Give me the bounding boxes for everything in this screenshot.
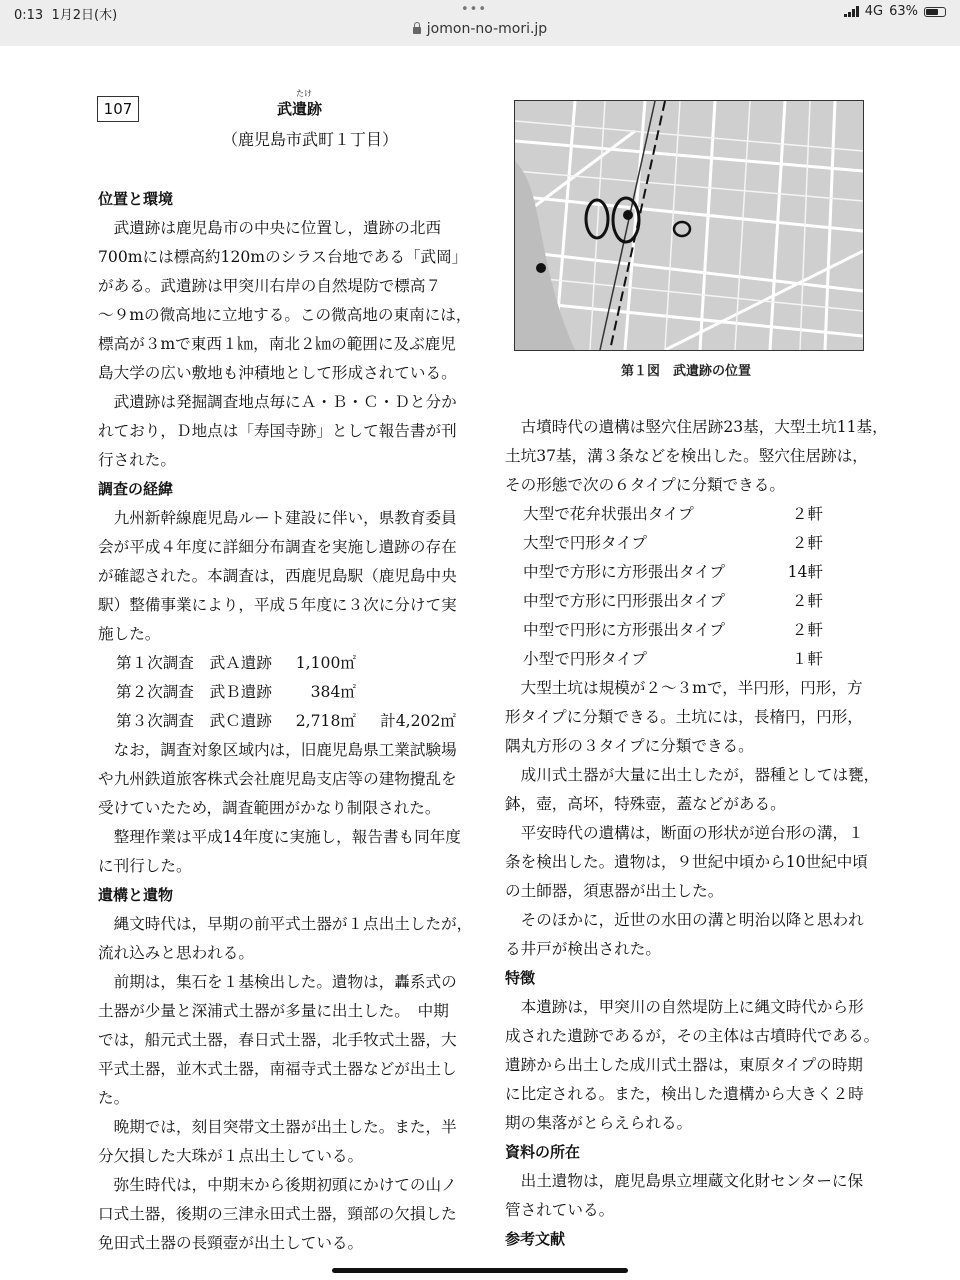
battery-icon <box>924 7 946 17</box>
survey-total: 計4,202㎡ <box>380 712 456 730</box>
text-line: や九州鉄道旅客株式会社鹿児島支店等の建物攪乱を <box>98 770 457 788</box>
text-line: その形態で次の６タイプに分類できる。 <box>505 476 785 494</box>
text-line: 施した。 <box>98 625 161 643</box>
section-heading: 位置と環境 <box>98 190 174 208</box>
title-ruby: たけ <box>296 89 312 98</box>
text-line: 整理作業は平成14年度に実施し，報告書も同年度 <box>113 828 461 846</box>
text-line: 弥生時代は，中期末から後期初頭にかけての山ノ <box>113 1176 457 1194</box>
text-line: 行された。 <box>98 451 176 469</box>
lock-icon <box>413 27 421 34</box>
signal-icon <box>844 6 859 17</box>
dwelling-type-row <box>505 616 890 645</box>
text-line: がある。武遺跡は甲突川右岸の自然堤防で標高７ <box>98 277 442 295</box>
text-line: れており，Ｄ地点は「寿国寺跡」として報告書が刊 <box>98 422 457 440</box>
text-line: 武遺跡は発掘調査地点毎にＡ・Ｂ・Ｃ・Ｄと分か <box>113 393 457 411</box>
map-image <box>515 101 863 350</box>
section-heading: 調査の経緯 <box>98 480 174 498</box>
text-line: 縄文時代は，早期の前平式土器が１点出土したが， <box>113 915 473 933</box>
text-line: 期の集落がとらえられる。 <box>505 1114 693 1132</box>
type-name: 中型で方形に方形張出タイプ <box>523 563 725 581</box>
text-line: 武遺跡は鹿児島市の中央に位置し，遺跡の北西 <box>113 219 442 237</box>
site-number: 107 <box>97 96 139 122</box>
text-line: 本遺跡は，甲突川の自然堤防上に縄文時代から形 <box>520 998 864 1016</box>
text-line: 平式土器，並木式土器，南福寺式土器などが出土し <box>98 1060 457 1078</box>
text-line: 形タイプに分類できる。土坑には，長楕円，円形， <box>505 708 863 726</box>
text-line: 島大学の広い敷地も沖積地として形成されている。 <box>98 364 457 382</box>
text-line: 管されている。 <box>505 1201 615 1219</box>
dwelling-type-row <box>505 529 890 558</box>
type-count: 14軒 <box>787 563 823 581</box>
more-dots-icon[interactable]: ••• <box>461 2 488 17</box>
text-line: 分欠損した大珠が１点出土している。 <box>98 1147 364 1165</box>
address-bar[interactable] <box>0 21 960 37</box>
text-line: に刊行した。 <box>98 857 192 875</box>
text-line: 大型土坑は規模が２～３mで，半円形，円形，方 <box>520 679 863 697</box>
text-line: 成川式土器が大量に出土したが，器種としては甕， <box>520 766 880 784</box>
dwelling-type-row <box>505 645 890 674</box>
type-count: ２軒 <box>791 534 823 552</box>
figure-caption: 第１図 武遺跡の位置 <box>621 364 752 379</box>
dwelling-type-row <box>505 587 890 616</box>
status-time-date: 0:13 1月2日(木) <box>14 8 118 23</box>
text-line: 九州新幹線鹿児島ルート建設に伴い，県教育委員 <box>113 509 457 527</box>
type-name: 小型で円形タイプ <box>523 650 647 668</box>
text-line: 前期は，集石を１基検出した。遺物は，轟系式の <box>113 973 457 991</box>
text-line: 成された遺跡であるが，その主体は古墳時代である。 <box>505 1027 880 1045</box>
section-heading: 遺構と遺物 <box>98 886 174 904</box>
type-count: ２軒 <box>791 592 823 610</box>
home-indicator[interactable] <box>332 1268 628 1273</box>
text-line: 流れ込みと思われる。 <box>98 944 254 962</box>
dwelling-type-row <box>505 558 890 587</box>
text-line: 会が平成４年度に詳細分布調査を実施し遺跡の存在 <box>98 538 457 556</box>
section-heading: 参考文献 <box>505 1230 566 1248</box>
battery-label: 63% <box>889 4 918 19</box>
survey-total <box>356 678 456 707</box>
text-line: なお，調査対象区域内は，旧鹿児島県工業試験場 <box>113 741 457 759</box>
survey-name: 第１次調査 武Ａ遺跡 <box>116 654 272 672</box>
survey-area: 1,100㎡ <box>295 654 356 672</box>
text-line: では，船元式土器，春日式土器，北手牧式土器，大 <box>98 1031 457 1049</box>
left-column <box>98 185 478 1258</box>
type-count: ２軒 <box>791 505 823 523</box>
type-name: 大型で円形タイプ <box>523 534 647 552</box>
text-line: 土坑37基，溝３条などを検出した。竪穴住居跡は， <box>505 447 868 465</box>
text-line: る井戸が検出された。 <box>505 940 661 958</box>
text-line: の土師器，須恵器が出土した。 <box>505 882 724 900</box>
text-line: た。 <box>98 1089 130 1107</box>
text-line: そのほかに，近世の水田の溝と明治以降と思われ <box>520 911 864 929</box>
text-line: 標高が３mで東西１㎞，南北２㎞の範囲に及ぶ鹿児 <box>98 335 456 353</box>
site-location-map <box>514 100 864 351</box>
survey-name: 第３次調査 武Ｃ遺跡 <box>116 712 272 730</box>
page-title: 武遺跡 <box>277 100 323 118</box>
section-heading: 特徴 <box>505 969 536 987</box>
text-line: が確認された。本調査は，西鹿児島駅（鹿児島中央 <box>98 567 457 585</box>
status-indicators <box>844 4 946 19</box>
text-line: 平安時代の遺構は，断面の形状が逆台形の溝，１ <box>520 824 864 842</box>
text-line: 隅丸方形の３タイプに分類できる。 <box>505 737 754 755</box>
url-text: jomon-no-mori.jp <box>426 21 548 37</box>
dwelling-type-row <box>505 500 890 529</box>
text-line: 古墳時代の遺構は竪穴住居跡23基，大型土坑11基， <box>520 418 888 436</box>
text-line: 晩期では，刻目突帯文土器が出土した。また，半 <box>113 1118 457 1136</box>
text-line: 免田式土器の長頸壺が出土している。 <box>98 1234 364 1252</box>
right-column <box>505 413 890 1254</box>
text-line: 口式土器，後期の三津永田式土器，頸部の欠損した <box>98 1205 457 1223</box>
survey-row <box>98 649 478 678</box>
text-line: ～９mの微高地に立地する。この微高地の東南には， <box>98 306 472 324</box>
text-line: 鉢，壺，高坏，特殊壺，蓋などがある。 <box>505 795 786 813</box>
text-line: 遺跡から出土した成川式土器は，東原タイプの時期 <box>505 1056 863 1074</box>
type-name: 大型で花弁状張出タイプ <box>523 505 694 523</box>
network-label: 4G <box>864 4 884 19</box>
text-line: 駅）整備事業により，平成５年度に３次に分けて実 <box>98 596 457 614</box>
survey-area: 384㎡ <box>310 683 356 701</box>
text-line: 700mには標高約120mのシラス台地である「武岡」 <box>98 248 468 266</box>
text-line: 条を検出した。遺物は，９世紀中頃から10世紀中頃 <box>505 853 868 871</box>
survey-area: 2,718㎡ <box>295 712 356 730</box>
section-heading: 資料の所在 <box>505 1143 581 1161</box>
text-line: 土器が少量と深浦式土器が多量に出土した。 中期 <box>98 1002 449 1020</box>
type-count: ２軒 <box>791 621 823 639</box>
survey-row <box>98 707 478 736</box>
text-line: 出土遺物は，鹿児島県立埋蔵文化財センターに保 <box>520 1172 864 1190</box>
status-bar <box>0 0 960 46</box>
survey-row <box>98 678 478 707</box>
survey-name: 第２次調査 武Ｂ遺跡 <box>116 683 272 701</box>
type-name: 中型で円形に方形張出タイプ <box>523 621 725 639</box>
survey-total <box>356 649 456 678</box>
type-count: １軒 <box>791 650 823 668</box>
text-line: 受けていたため，調査範囲がかなり制限された。 <box>98 799 441 817</box>
type-name: 中型で方形に円形張出タイプ <box>523 592 725 610</box>
text-line: に比定される。また，検出した遺構から大きく２時 <box>505 1085 864 1103</box>
site-location: （鹿児島市武町１丁目） <box>222 130 399 149</box>
